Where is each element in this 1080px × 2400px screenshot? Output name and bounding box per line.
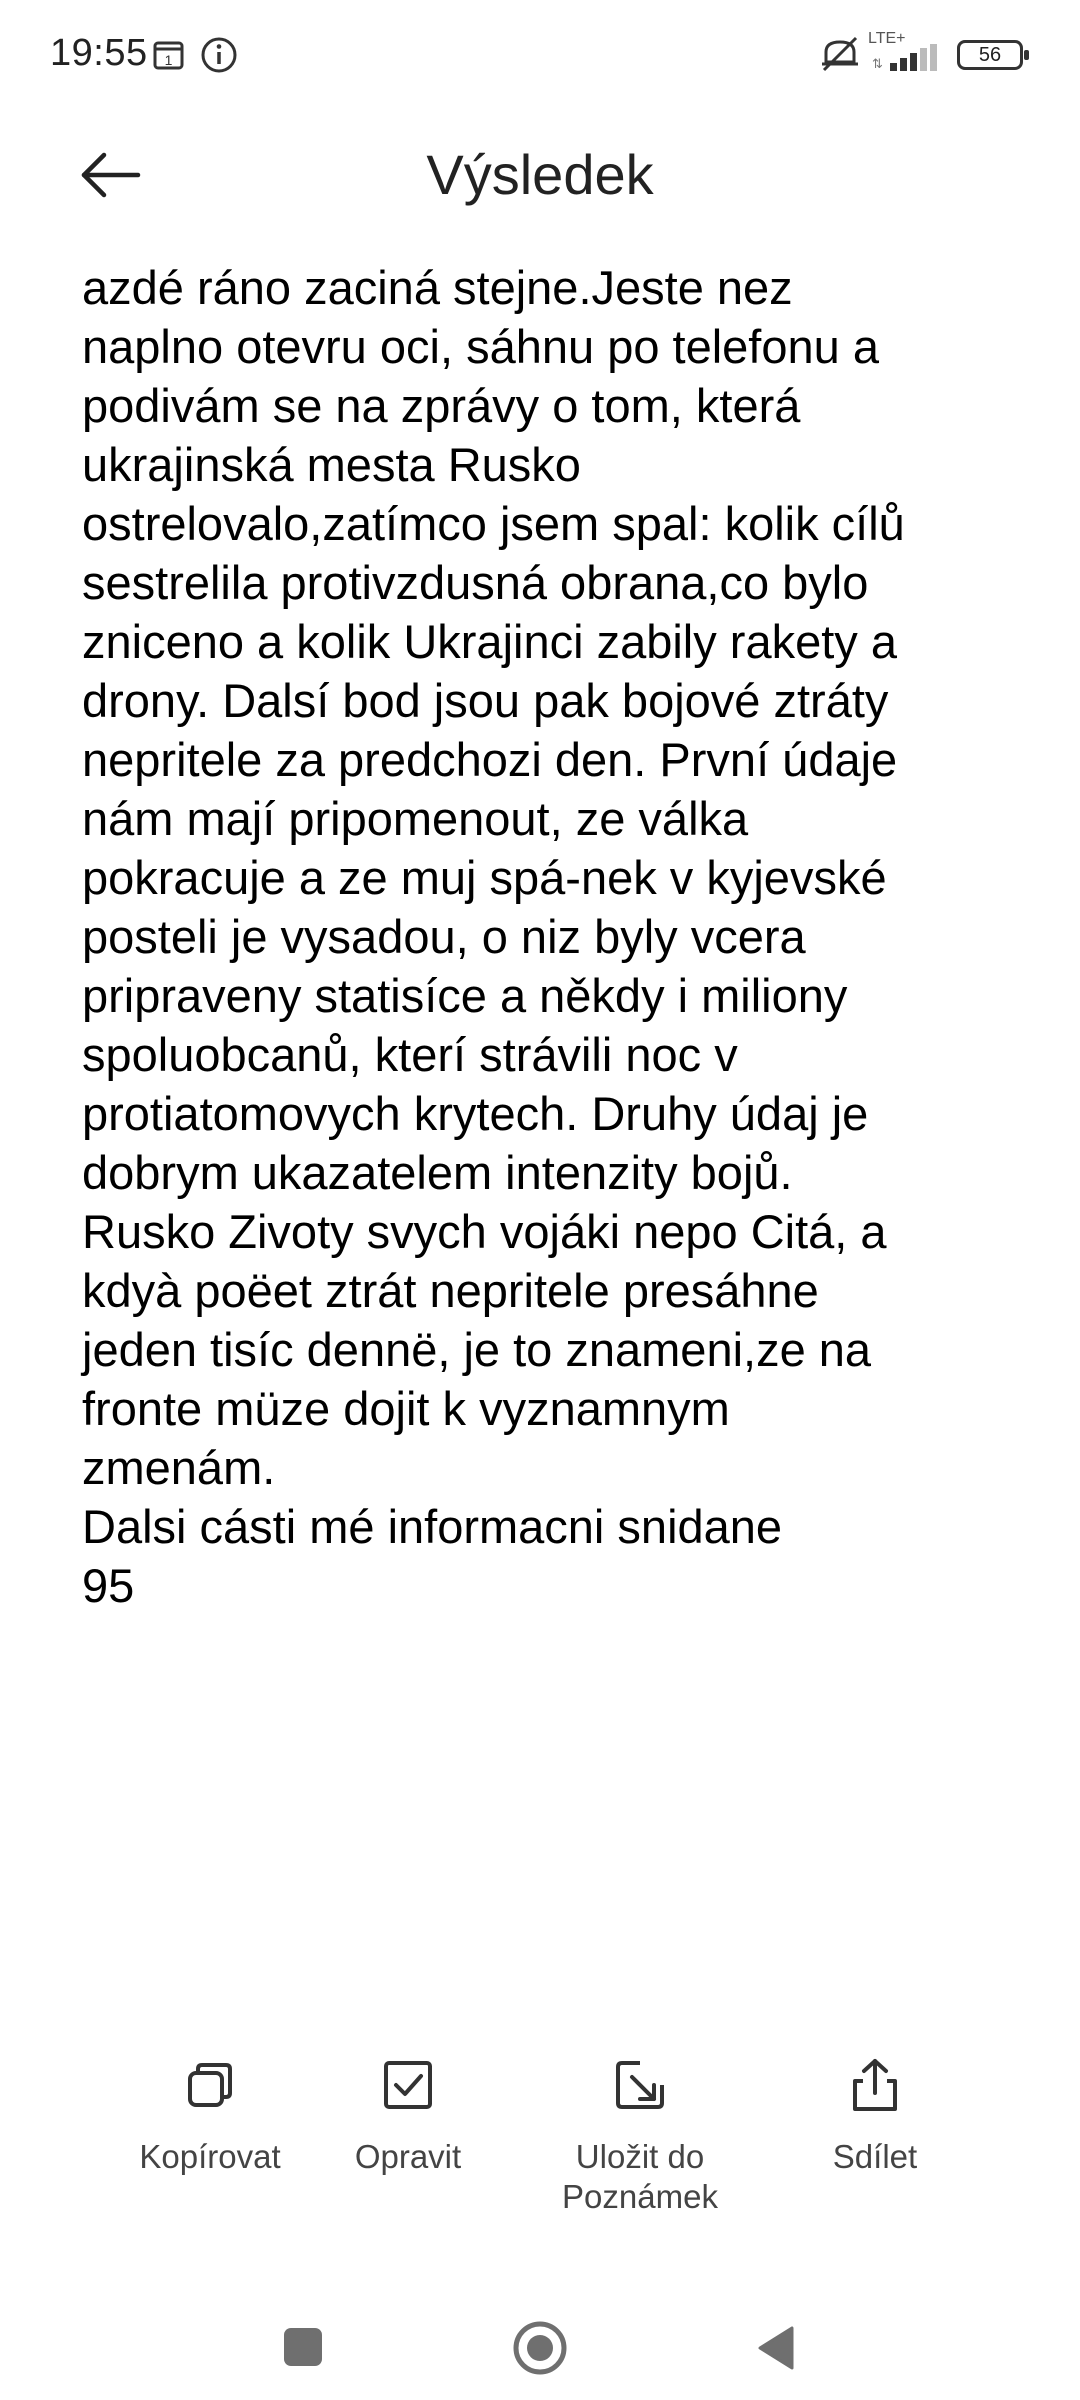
page-title: Výsledek <box>426 143 654 206</box>
calendar-icon <box>152 38 186 72</box>
battery-level: 56 <box>978 44 1002 66</box>
header <box>0 120 1080 230</box>
home-circle-icon[interactable] <box>512 2320 568 2376</box>
svg-text:1: 1 <box>164 52 173 68</box>
edit-button[interactable] <box>288 2055 528 2177</box>
result-text[interactable]: azdé ráno zaciná stejne.Jeste nez naplno otevru oci, sáhnu po telefonu a podivám se na zprávy o tom, která ukrajinská mesta Rusko ostrelovalo,zatímco jsem spal: kolik cílů sestrelila protivzdusná obrana,co bylo zniceno a kolik Ukrajinci zabily rakety a drony. Dalsí bod jsou pak bojové ztráty nepritele za predchozi den. První údaje nám mají pripomenout, ze válka pokracuje a ze muj spá-nek v kyjevské posteli je vysadou, o niz byly vcera pripraveny statisíce a někdy i miliony spoluobcanů, kterí strávili noc v protiatomovych krytech. Druhy údaj je dobrym ukazatelem intenzity bojů. Rusko Zivoty svych vojáki nepo Citá, a kdyà poëet ztrát nepritele presáhne jeden tisíc dennë, je to znameni,ze na fronte müze dojit k vyznamnym zmenám. Dalsi cásti mé informacni snidane 95 <box>82 261 905 1612</box>
recents-square-icon[interactable] <box>282 2326 324 2368</box>
battery-icon <box>957 40 1023 70</box>
signal-icon <box>870 44 946 72</box>
svg-text:⇅: ⇅ <box>872 56 883 71</box>
share-icon <box>845 2055 905 2115</box>
edit-label: Opravit <box>354 2138 462 2175</box>
copy-icon <box>180 2055 240 2115</box>
checkbox-icon <box>378 2055 438 2115</box>
action-bar <box>0 2055 1080 2245</box>
mute-icon <box>818 34 862 74</box>
save-to-notes-icon <box>610 2055 670 2115</box>
save-to-notes-label: Uložit do Poznámek <box>562 2138 718 2215</box>
nav-bar <box>0 2300 1080 2400</box>
back-triangle-icon[interactable] <box>754 2324 798 2372</box>
save-to-notes-button[interactable] <box>520 2055 760 2217</box>
share-label: Sdílet <box>832 2138 918 2175</box>
copy-label: Kopírovat <box>139 2138 281 2175</box>
status-bar <box>0 0 1080 110</box>
info-icon <box>200 36 238 74</box>
status-time: 19:55 <box>50 32 148 74</box>
network-type: LTE+ <box>868 30 906 47</box>
share-button[interactable] <box>755 2055 995 2177</box>
